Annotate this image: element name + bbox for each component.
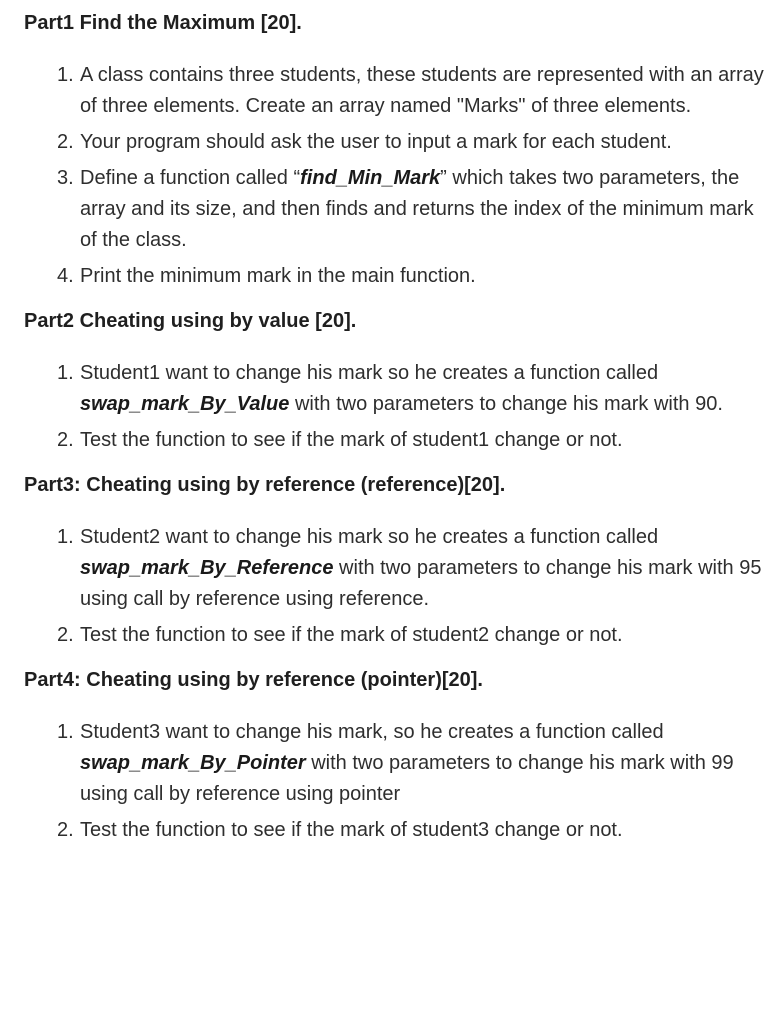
- list-item: [24, 620, 772, 651]
- item-text: Test the function to see if the mark of student1 change or not.: [80, 429, 623, 451]
- item-text: Student1 want to change his mark so he creates a function called: [80, 362, 659, 384]
- part-1-list: [24, 60, 772, 292]
- function-name: find_Min_Mark: [300, 167, 441, 189]
- item-number: 1.: [57, 64, 74, 86]
- item-number: 1.: [57, 526, 74, 548]
- list-item: [24, 163, 772, 256]
- list-item: [24, 815, 772, 846]
- part-4-list: [24, 717, 772, 846]
- item-number: 1.: [57, 721, 74, 743]
- item-number: 2.: [57, 429, 74, 451]
- item-text: Student2 want to change his mark so he creates a function called: [80, 526, 659, 548]
- part-1: [24, 9, 772, 292]
- item-text: Define a function called “: [80, 167, 301, 189]
- list-item: [24, 717, 772, 810]
- list-item: [24, 127, 772, 158]
- item-text: A class contains three students, these students are represented with an array of three elements. Create an array named "Marks" of three elements.: [80, 64, 764, 117]
- list-item: [24, 358, 772, 420]
- item-text-cont: with two parameters to change his mark with 90.: [289, 393, 723, 415]
- item-number: 2.: [57, 819, 74, 841]
- part-2: [24, 307, 772, 456]
- item-number: 2.: [57, 131, 74, 153]
- function-name: swap_mark_By_Reference: [80, 557, 334, 579]
- item-text: Print the minimum mark in the main function.: [80, 265, 476, 287]
- item-text: Student3 want to change his mark, so he creates a function called: [80, 721, 664, 743]
- part-1-heading: Part1 Find the Maximum [20].: [24, 12, 302, 34]
- list-item: [24, 261, 772, 292]
- item-number: 3.: [57, 167, 74, 189]
- item-text-cont: with two parameters to change his mark with 95 using call by reference using reference.: [80, 557, 762, 610]
- part-3-heading: Part3: Cheating using by reference (reference)[20].: [24, 474, 506, 496]
- part-3-list: [24, 522, 772, 651]
- part-4: [24, 666, 772, 846]
- function-name: swap_mark_By_Value: [80, 393, 290, 415]
- item-text: Test the function to see if the mark of student2 change or not.: [80, 624, 623, 646]
- list-item: [24, 522, 772, 615]
- item-number: 2.: [57, 624, 74, 646]
- item-text-cont: ” which takes two parameters, the array and its size, and then finds and returns the index of the minimum mark of the class.: [80, 167, 754, 251]
- list-item: [24, 425, 772, 456]
- part-3: [24, 471, 772, 651]
- function-name: swap_mark_By_Pointer: [80, 752, 306, 774]
- item-text-cont: with two parameters to change his mark with 99 using call by reference using pointer: [80, 752, 734, 805]
- part-2-list: [24, 358, 772, 456]
- part-4-heading: Part4: Cheating using by reference (pointer)[20].: [24, 669, 483, 691]
- part-2-heading: Part2 Cheating using by value [20].: [24, 310, 357, 332]
- list-item: [24, 60, 772, 122]
- item-text: Your program should ask the user to input a mark for each student.: [80, 131, 672, 153]
- item-number: 4.: [57, 265, 74, 287]
- item-text: Test the function to see if the mark of student3 change or not.: [80, 819, 623, 841]
- item-number: 1.: [57, 362, 74, 384]
